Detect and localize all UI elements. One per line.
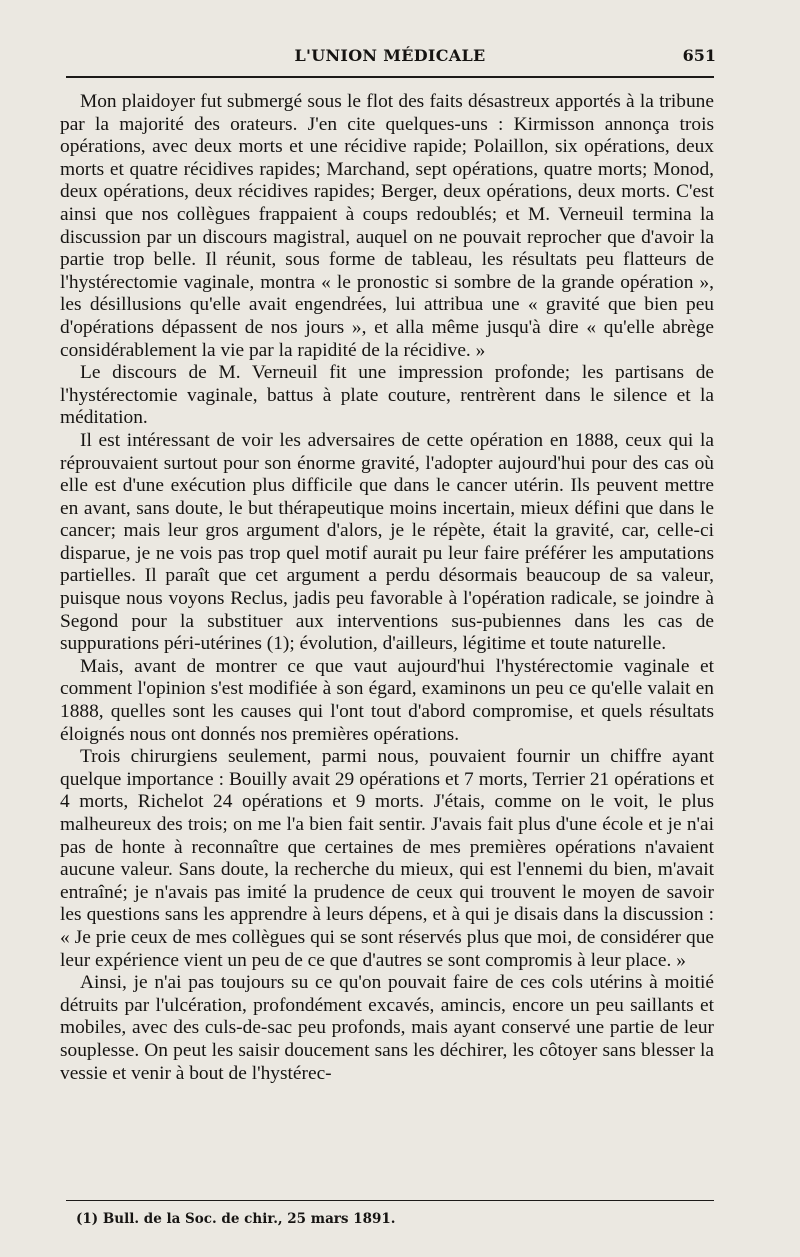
paragraph: Mon plaidoyer fut submergé sous le flot des faits désastreux apportés à la tribune par la majorité des orateurs. J'en cite quelques-uns : Kirmisson annonça trois opérations, avec deux morts et une récidive rapide; Polaillon, six opérations, deux morts et quatre récidives rapides; Marchand, sept opérations, quatre morts; Monod, deux opérations, deux récidives rapides; Berger, deux opérations, deux morts. C'est ainsi que nos collègues frappaient à coups redoublés; et M. Verneuil termina la discussion par un discours magistral, auquel on ne pouvait reprocher que d'avoir la partie trop belle. Il réunit, sous forme de tableau, les résultats peu flatteurs de l'hystérectomie vaginale, montra « le pronostic si sombre de la grande opération », les désillusions qu'elle avait engendrées, lui attribua une « gravité que bien peu d'opérations dépassent de nos jours », et alla même jusqu'à dire « qu'elle abrège considérablement la vie par la rapidité de la récidive. » [60,91,714,361]
page-number: 651 [682,46,716,65]
paragraph: Trois chirurgiens seulement, parmi nous, pouvaient fournir un chiffre ayant quelque importance : Bouilly avait 29 opérations et 7 morts, Terrier 21 opérations et 4 morts, Richelot 24 opérations et 9 morts. J'étais, comme on le voit, le plus malheureux des trois; on me l'a bien fait sentir. J'avais fait plus d'une école et je n'ai pas de honte à reconnaître que certaines de mes premières opérations n'avaient aucune valeur. Sans doute, la recherche du mieux, qui est l'ennemi du bien, m'avait entraîné; je n'avais pas imité la prudence de ceux qui trouvent le moyen de savoir les questions sans les apprendre à leurs dépens, et à qui je disais dans la discussion : « Je prie ceux de mes collègues qui se sont réservés plus que moi, de considérer que leur expérience vient un peu de ce que d'autres se sont compromis à leur place. » [60,746,714,971]
paragraph: Mais, avant de montrer ce que vaut aujourd'hui l'hystérectomie vaginale et comment l'opinion s'est modifiée à son égard, examinons un peu ce qu'elle valait en 1888, quelles sont les causes qui l'ont tout d'abord compromise, et quels résultats éloignés nous ont donnés nos premières opérations. [60,655,714,745]
header-rule [66,76,714,78]
footnote-rule [66,1200,714,1201]
page-header [66,44,714,74]
paragraph: Il est intéressant de voir les adversaires de cette opération en 1888, ceux qui la réprouvaient surtout pour son énorme gravité, l'adopter aujourd'hui pour des cas où elle est d'une exécution plus difficile que dans le cancer utérin. Ils peuvent mettre en avant, sans doute, le but thérapeutique moins incertain, mieux défini que dans le cancer; mais leur gros argument d'alors, je le répète, était la gravité, car, celle-ci disparue, je ne vois pas trop quel motif aurait pu leur faire préférer les amputations partielles. Il paraît que cet argument a perdu désormais beaucoup de sa valeur, puisque nous voyons Reclus, jadis peu favorable à l'opération radicale, se joindre à Segond pour la substituer aux interventions sus-pubiennes dans les cas de suppurations péri-utérines (1); évolution, d'ailleurs, légitime et toute naturelle. [60,429,714,655]
paragraph: Ainsi, je n'ai pas toujours su ce qu'on pouvait faire de ces cols utérins à moitié détruits par l'ulcération, profondément excavés, amincis, encore un peu saillants et mobiles, avec des culs-de-sac peu profonds, mais ayant conservé une partie de leur souplesse. On peut les saisir doucement sans les déchirer, les côtoyer sans blesser la vessie et venir à bout de l'hystérec- [60,972,714,1084]
paragraph: Le discours de M. Verneuil fit une impression profonde; les partisans de l'hystérectomie vaginale, battus à plate couture, rentrèrent dans le silence et la méditation. [60,362,714,429]
footnote: (1) Bull. de la Soc. de chir., 25 mars 1891. [76,1211,396,1227]
body-text [60,91,714,1085]
running-title: L'UNION MÉDICALE [294,46,486,65]
